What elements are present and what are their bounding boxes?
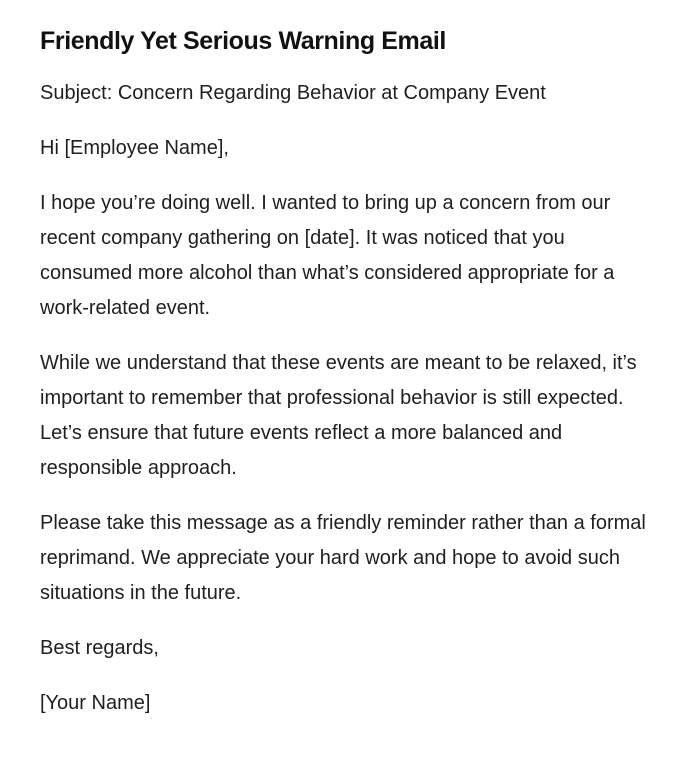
email-paragraph-concern: I hope you’re doing well. I wanted to bring up a concern from our recent company gathering on [date]. It was noticed that you consumed more alcohol than what’s considered appropriate for a work-related event. bbox=[40, 192, 615, 319]
email-paragraph-reminder: Please take this message as a friendly reminder rather than a formal reprimand. We appreciate your hard work and hope to avoid such situations in the future. bbox=[40, 512, 646, 604]
document-title: Friendly Yet Serious Warning Email bbox=[40, 27, 446, 55]
email-signature: [Your Name] bbox=[40, 692, 151, 714]
email-closing: Best regards, bbox=[40, 637, 159, 659]
email-paragraph-expectations: While we understand that these events are meant to be relaxed, it’s important to remember that professional behavior is still expected. Let’s ensure that future events reflect a more balanced and responsible approach. bbox=[40, 352, 637, 479]
email-subject-line: Subject: Concern Regarding Behavior at Company Event bbox=[40, 82, 546, 104]
email-greeting: Hi [Employee Name], bbox=[40, 137, 229, 159]
